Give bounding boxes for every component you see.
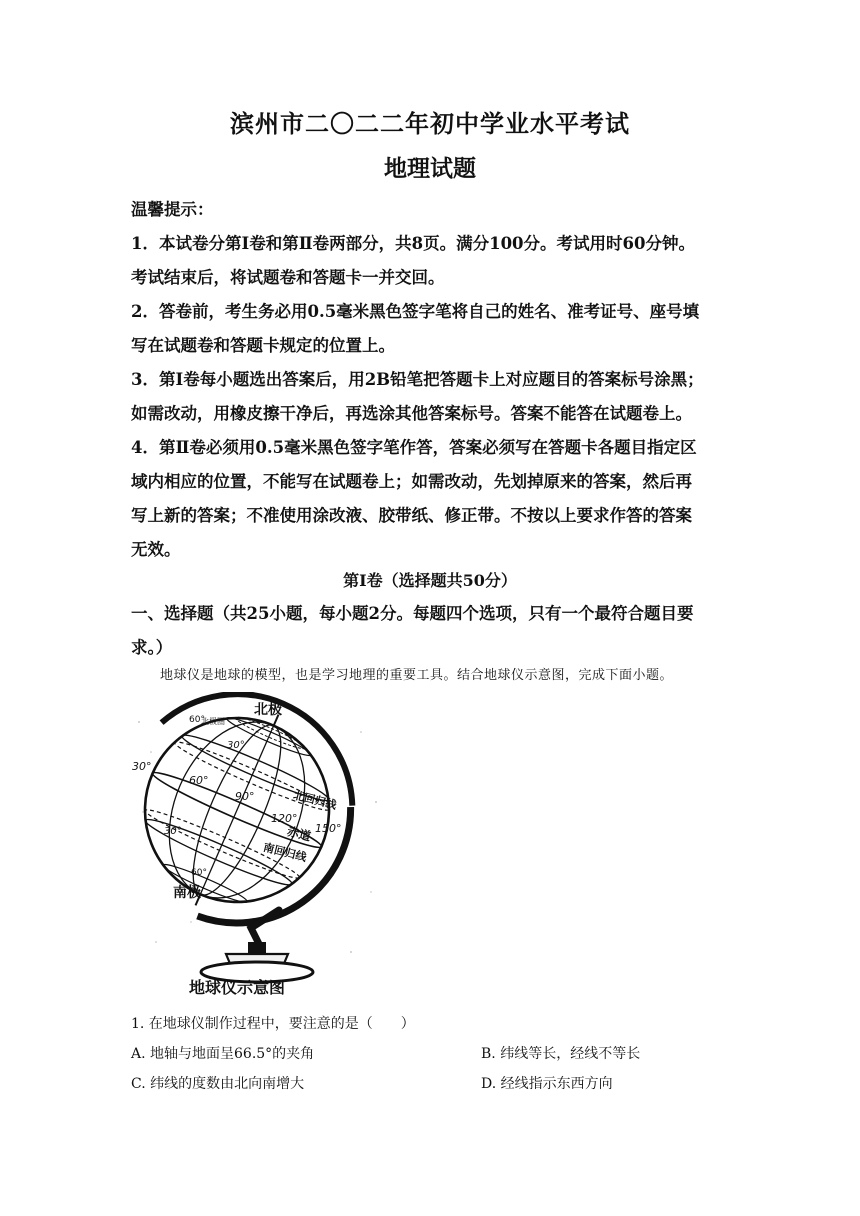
question-1-option-c[interactable]: C. 纬线的度数由北向南增大 <box>131 1076 305 1092</box>
notice-item-1-line-1: 1．本试卷分第Ⅰ卷和第Ⅱ卷两部分，共8页。满分100分。考试用时60分钟。 <box>131 234 695 253</box>
notice-item-1-line-2: 考试结束后，将试题卷和答题卡一并交回。 <box>131 268 445 287</box>
exam-subtitle: 地理试题 <box>384 155 476 182</box>
globe-stand-column <box>248 942 266 953</box>
latitude-60n-label: 60° <box>189 715 205 725</box>
longitude-90-label: 90° <box>235 790 255 803</box>
north-pole-label: 北极 <box>254 702 282 718</box>
left-60-label: 60° <box>189 774 209 787</box>
notice-item-3-line-1: 3．第Ⅰ卷每小题选出答案后，用2B铅笔把答题卡上对应题目的答案标号涂黑； <box>131 370 704 389</box>
figure-caption: 地球仪示意图 <box>189 978 286 997</box>
notice-item-4-line-3: 写上新的答案；不准使用涂改液、胶带纸、修正带。不按以上要求作答的答案 <box>131 506 692 525</box>
question-1-option-b[interactable]: B. 纬线等长，经线不等长 <box>481 1046 641 1062</box>
notice-heading: 温馨提示： <box>131 200 214 219</box>
question-1-option-a[interactable]: A. 地轴与地面呈66.5°的夹角 <box>131 1046 315 1062</box>
south-pole-label: 南极 <box>173 885 201 901</box>
notice-item-4-line-2: 域内相应的位置，不能写在试题卷上；如需改动，先划掉原来的答案，然后再 <box>131 472 692 491</box>
arctic-circle-label: 北极圈 <box>201 717 225 726</box>
latitude-30s-label: 30° <box>164 826 182 837</box>
tropic-capricorn-label: 南回归线 <box>261 840 308 865</box>
left-30-label: 30° <box>132 760 152 773</box>
notice-item-4-line-4: 无效。 <box>131 540 181 559</box>
part1-heading: 第Ⅰ卷（选择题共50分） <box>343 571 517 590</box>
tropic-cancer-label: 北回归线 <box>291 788 338 812</box>
longitude-120-label: 120° <box>271 812 298 825</box>
question-1-option-d[interactable]: D. 经线指示东西方向 <box>481 1076 613 1092</box>
latitude-60s-label: 60° <box>191 868 207 878</box>
notice-item-4-line-1: 4．第Ⅱ卷必须用0.5毫米黑色签字笔作答，答案必须写在答题卡各题目指定区 <box>131 438 697 457</box>
notice-item-2-line-2: 写在试题卷和答题卡规定的位置上。 <box>131 336 395 355</box>
longitude-150-label: 150° <box>315 822 342 835</box>
section-instruction-line-2: 求。） <box>131 638 173 657</box>
globe-figure <box>131 692 393 1008</box>
question-intro: 地球仪是地球的模型，也是学习地理的重要工具。结合地球仪示意图，完成下面小题。 <box>160 668 674 683</box>
question-1-stem: 1. 在地球仪制作过程中，要注意的是（ ） <box>131 1016 415 1032</box>
exam-title: 滨州市二〇二二年初中学业水平考试 <box>230 109 630 138</box>
notice-item-2-line-1: 2．答卷前，考生务必用0.5毫米黑色签字笔将自己的姓名、准考证号、座号填 <box>131 302 700 321</box>
latitude-30n-label: 30° <box>227 740 245 751</box>
equator-label: 赤道 <box>285 824 313 844</box>
notice-item-3-line-2: 如需改动，用橡皮擦干净后，再选涂其他答案标号。答案不能答在试题卷上。 <box>131 404 692 423</box>
section-instruction-line-1: 一、选择题（共25小题，每小题2分。每题四个选项，只有一个最符合题目要 <box>131 604 694 623</box>
